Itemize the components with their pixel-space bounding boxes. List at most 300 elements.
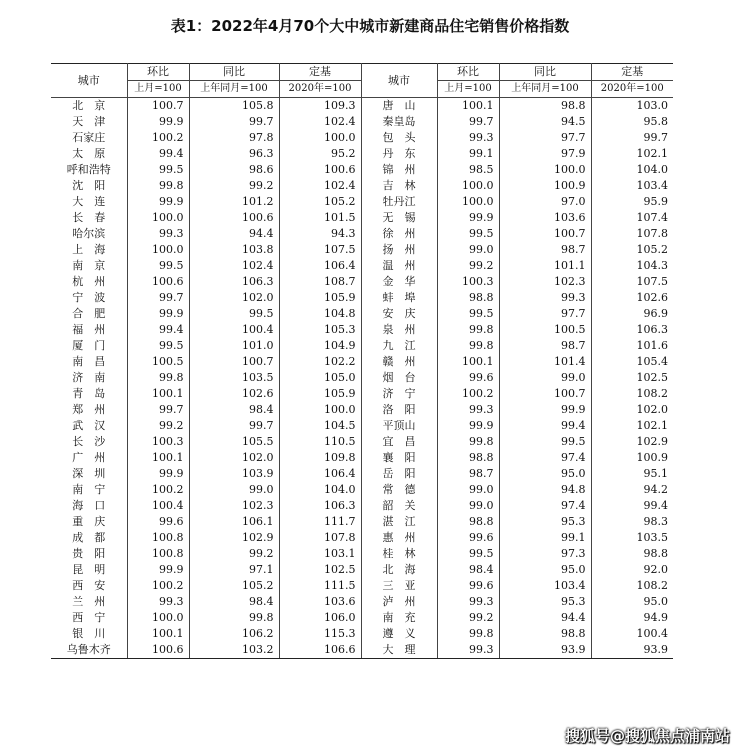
subheader-yoy-left: 上年同月=100 xyxy=(189,81,279,98)
table-row xyxy=(51,498,673,514)
table-row xyxy=(51,514,673,530)
left-yoy-cell: 99.0 xyxy=(189,482,279,498)
table-row xyxy=(51,482,673,498)
right-mom-cell: 99.0 xyxy=(437,498,499,514)
left-city-cell: 哈尔滨 xyxy=(51,226,127,242)
table-row xyxy=(51,178,673,194)
left-yoy-cell: 102.3 xyxy=(189,498,279,514)
right-base-cell: 102.1 xyxy=(636,419,668,432)
table-row xyxy=(51,642,673,659)
right-mom-cell: 100.1 xyxy=(437,354,499,370)
right-base-cell: 96.9 xyxy=(643,307,668,320)
left-city-cell: 宁 波 xyxy=(51,290,127,306)
table-row xyxy=(51,354,673,370)
left-mom-cell: 99.9 xyxy=(127,562,189,578)
right-city-cell: 济 宁 xyxy=(361,386,437,402)
left-base-cell: 101.5 xyxy=(279,210,361,226)
right-yoy-cell: 95.3 xyxy=(499,514,591,530)
table-row xyxy=(51,130,673,146)
left-yoy-cell: 99.7 xyxy=(189,418,279,434)
left-yoy-cell: 100.6 xyxy=(189,210,279,226)
right-base-cell: 106.3 xyxy=(636,323,668,336)
right-mom-cell: 100.3 xyxy=(437,274,499,290)
right-city-cell: 锦 州 xyxy=(361,162,437,178)
right-base-cell: 101.6 xyxy=(636,339,668,352)
left-mom-cell: 99.9 xyxy=(127,466,189,482)
header-yoy-left: 同比 xyxy=(189,64,279,81)
right-base-cell: 103.0 xyxy=(636,99,668,112)
right-base-cell: 102.5 xyxy=(636,371,668,384)
right-mom-cell: 99.8 xyxy=(437,338,499,354)
right-mom-cell: 99.0 xyxy=(437,482,499,498)
table-row xyxy=(51,226,673,242)
table-row xyxy=(51,466,673,482)
left-mom-cell: 99.5 xyxy=(127,338,189,354)
left-yoy-cell: 103.8 xyxy=(189,242,279,258)
left-city-cell: 石家庄 xyxy=(51,130,127,146)
left-city-cell: 西 宁 xyxy=(51,610,127,626)
right-base-cell: 102.6 xyxy=(636,291,668,304)
right-base-cell: 107.4 xyxy=(636,211,668,224)
right-base-cell: 105.2 xyxy=(636,243,668,256)
left-mom-cell: 100.8 xyxy=(127,530,189,546)
right-mom-cell: 98.8 xyxy=(437,450,499,466)
left-mom-cell: 100.0 xyxy=(127,210,189,226)
right-yoy-cell: 100.9 xyxy=(499,178,591,194)
left-mom-cell: 99.5 xyxy=(127,162,189,178)
left-yoy-cell: 97.8 xyxy=(189,130,279,146)
left-yoy-cell: 99.8 xyxy=(189,610,279,626)
right-yoy-cell: 103.6 xyxy=(499,210,591,226)
right-yoy-cell: 97.3 xyxy=(499,546,591,562)
left-yoy-cell: 105.8 xyxy=(189,98,279,115)
right-mom-cell: 99.8 xyxy=(437,626,499,642)
right-yoy-cell: 103.4 xyxy=(499,578,591,594)
right-city-cell: 岳 阳 xyxy=(361,466,437,482)
table-row xyxy=(51,290,673,306)
left-yoy-cell: 103.9 xyxy=(189,466,279,482)
table-body xyxy=(51,98,673,659)
right-base-cell: 95.8 xyxy=(643,115,668,128)
left-base-cell: 104.5 xyxy=(279,418,361,434)
right-mom-cell: 99.2 xyxy=(437,258,499,274)
right-mom-cell: 99.6 xyxy=(437,530,499,546)
left-base-cell: 111.5 xyxy=(279,578,361,594)
right-city-cell: 吉 林 xyxy=(361,178,437,194)
left-base-cell: 109.3 xyxy=(279,98,361,115)
table-row xyxy=(51,370,673,386)
right-city-cell: 牡丹江 xyxy=(361,194,437,210)
left-mom-cell: 99.7 xyxy=(127,290,189,306)
left-city-cell: 兰 州 xyxy=(51,594,127,610)
left-city-cell: 贵 阳 xyxy=(51,546,127,562)
left-yoy-cell: 102.4 xyxy=(189,258,279,274)
right-city-cell: 湛 江 xyxy=(361,514,437,530)
left-city-cell: 武 汉 xyxy=(51,418,127,434)
right-yoy-cell: 97.4 xyxy=(499,498,591,514)
left-mom-cell: 100.4 xyxy=(127,498,189,514)
subheader-yoy-right: 上年同月=100 xyxy=(499,81,591,98)
right-city-cell: 泉 州 xyxy=(361,322,437,338)
left-base-cell: 106.4 xyxy=(279,466,361,482)
left-mom-cell: 99.4 xyxy=(127,322,189,338)
right-city-cell: 桂 林 xyxy=(361,546,437,562)
left-mom-cell: 99.3 xyxy=(127,226,189,242)
right-mom-cell: 99.9 xyxy=(437,418,499,434)
left-mom-cell: 99.8 xyxy=(127,178,189,194)
table-row xyxy=(51,610,673,626)
right-mom-cell: 100.0 xyxy=(437,178,499,194)
right-yoy-cell: 94.5 xyxy=(499,114,591,130)
table-row xyxy=(51,114,673,130)
right-yoy-cell: 95.3 xyxy=(499,594,591,610)
right-yoy-cell: 98.8 xyxy=(499,98,591,115)
table-row xyxy=(51,450,673,466)
right-city-cell: 南 充 xyxy=(361,610,437,626)
left-yoy-cell: 99.2 xyxy=(189,178,279,194)
right-base-cell: 100.9 xyxy=(636,451,668,464)
header-mom-left: 环比 xyxy=(127,64,189,81)
left-mom-cell: 100.1 xyxy=(127,450,189,466)
left-base-cell: 106.3 xyxy=(279,498,361,514)
left-base-cell: 102.5 xyxy=(279,562,361,578)
right-city-cell: 北 海 xyxy=(361,562,437,578)
left-base-cell: 109.8 xyxy=(279,450,361,466)
right-city-cell: 金 华 xyxy=(361,274,437,290)
left-mom-cell: 100.5 xyxy=(127,354,189,370)
right-city-cell: 包 头 xyxy=(361,130,437,146)
left-mom-cell: 99.9 xyxy=(127,306,189,322)
right-base-cell: 104.3 xyxy=(636,259,668,272)
left-city-cell: 成 都 xyxy=(51,530,127,546)
left-base-cell: 110.5 xyxy=(279,434,361,450)
right-mom-cell: 98.5 xyxy=(437,162,499,178)
right-yoy-cell: 97.4 xyxy=(499,450,591,466)
right-city-cell: 泸 州 xyxy=(361,594,437,610)
left-mom-cell: 100.7 xyxy=(127,98,189,115)
table-row xyxy=(51,338,673,354)
left-yoy-cell: 98.4 xyxy=(189,402,279,418)
right-base-cell: 105.4 xyxy=(636,355,668,368)
left-base-cell: 100.6 xyxy=(279,162,361,178)
right-city-cell: 襄 阳 xyxy=(361,450,437,466)
right-yoy-cell: 99.4 xyxy=(499,418,591,434)
left-base-cell: 111.7 xyxy=(279,514,361,530)
left-mom-cell: 100.6 xyxy=(127,642,189,659)
right-yoy-cell: 102.3 xyxy=(499,274,591,290)
right-mom-cell: 99.3 xyxy=(437,402,499,418)
left-city-cell: 重 庆 xyxy=(51,514,127,530)
left-yoy-cell: 101.0 xyxy=(189,338,279,354)
right-yoy-cell: 95.0 xyxy=(499,562,591,578)
table-row xyxy=(51,98,673,115)
left-city-cell: 太 原 xyxy=(51,146,127,162)
left-base-cell: 100.0 xyxy=(279,402,361,418)
left-mom-cell: 99.6 xyxy=(127,514,189,530)
left-mom-cell: 100.3 xyxy=(127,434,189,450)
left-yoy-cell: 96.3 xyxy=(189,146,279,162)
left-city-cell: 银 川 xyxy=(51,626,127,642)
right-mom-cell: 99.8 xyxy=(437,434,499,450)
right-mom-cell: 99.3 xyxy=(437,130,499,146)
right-mom-cell: 99.7 xyxy=(437,114,499,130)
table-row xyxy=(51,306,673,322)
left-base-cell: 107.5 xyxy=(279,242,361,258)
right-base-cell: 95.0 xyxy=(643,595,668,608)
subheader-mom-right: 上月=100 xyxy=(437,81,499,98)
right-yoy-cell: 98.8 xyxy=(499,626,591,642)
right-mom-cell: 99.8 xyxy=(437,322,499,338)
left-yoy-cell: 102.6 xyxy=(189,386,279,402)
table-row xyxy=(51,418,673,434)
left-base-cell: 106.6 xyxy=(279,642,361,659)
right-city-cell: 安 庆 xyxy=(361,306,437,322)
table-row xyxy=(51,562,673,578)
right-mom-cell: 100.1 xyxy=(437,98,499,115)
left-yoy-cell: 99.5 xyxy=(189,306,279,322)
left-yoy-cell: 102.0 xyxy=(189,290,279,306)
right-mom-cell: 99.5 xyxy=(437,306,499,322)
table-row xyxy=(51,594,673,610)
right-base-cell: 107.8 xyxy=(636,227,668,240)
header-mom-right: 环比 xyxy=(437,64,499,81)
left-yoy-cell: 105.2 xyxy=(189,578,279,594)
right-city-cell: 韶 关 xyxy=(361,498,437,514)
header-city-right: 城市 xyxy=(361,64,437,98)
right-mom-cell: 99.0 xyxy=(437,242,499,258)
left-yoy-cell: 103.2 xyxy=(189,642,279,659)
left-yoy-cell: 99.7 xyxy=(189,114,279,130)
right-city-cell: 惠 州 xyxy=(361,530,437,546)
right-mom-cell: 99.6 xyxy=(437,370,499,386)
left-mom-cell: 100.1 xyxy=(127,386,189,402)
left-base-cell: 104.9 xyxy=(279,338,361,354)
right-mom-cell: 100.0 xyxy=(437,194,499,210)
subheader-base-right: 2020年=100 xyxy=(591,81,673,98)
left-city-cell: 合 肥 xyxy=(51,306,127,322)
right-mom-cell: 98.8 xyxy=(437,514,499,530)
table-row xyxy=(51,386,673,402)
right-yoy-cell: 99.5 xyxy=(499,434,591,450)
left-city-cell: 长 沙 xyxy=(51,434,127,450)
right-mom-cell: 99.1 xyxy=(437,146,499,162)
left-yoy-cell: 100.4 xyxy=(189,322,279,338)
left-mom-cell: 99.4 xyxy=(127,146,189,162)
left-yoy-cell: 106.2 xyxy=(189,626,279,642)
left-city-cell: 海 口 xyxy=(51,498,127,514)
right-yoy-cell: 97.9 xyxy=(499,146,591,162)
left-city-cell: 乌鲁木齐 xyxy=(51,642,127,659)
left-mom-cell: 100.2 xyxy=(127,482,189,498)
left-base-cell: 95.2 xyxy=(279,146,361,162)
left-city-cell: 呼和浩特 xyxy=(51,162,127,178)
left-yoy-cell: 98.4 xyxy=(189,594,279,610)
right-mom-cell: 99.9 xyxy=(437,210,499,226)
left-mom-cell: 100.6 xyxy=(127,274,189,290)
left-mom-cell: 99.7 xyxy=(127,402,189,418)
right-mom-cell: 100.2 xyxy=(437,386,499,402)
left-yoy-cell: 100.7 xyxy=(189,354,279,370)
right-base-cell: 93.9 xyxy=(591,642,673,659)
left-city-cell: 深 圳 xyxy=(51,466,127,482)
right-base-cell: 108.2 xyxy=(636,579,668,592)
left-base-cell: 94.3 xyxy=(279,226,361,242)
left-base-cell: 103.1 xyxy=(279,546,361,562)
right-base-cell: 94.9 xyxy=(643,611,668,624)
right-yoy-cell: 101.4 xyxy=(499,354,591,370)
left-base-cell: 102.2 xyxy=(279,354,361,370)
right-base-cell: 102.0 xyxy=(636,403,668,416)
right-mom-cell: 99.6 xyxy=(437,578,499,594)
left-yoy-cell: 99.2 xyxy=(189,546,279,562)
left-base-cell: 105.2 xyxy=(279,194,361,210)
left-base-cell: 105.9 xyxy=(279,386,361,402)
right-yoy-cell: 99.3 xyxy=(499,290,591,306)
table-row xyxy=(51,242,673,258)
right-city-cell: 赣 州 xyxy=(361,354,437,370)
left-yoy-cell: 102.0 xyxy=(189,450,279,466)
right-mom-cell: 99.3 xyxy=(437,594,499,610)
left-city-cell: 济 南 xyxy=(51,370,127,386)
left-base-cell: 104.8 xyxy=(279,306,361,322)
left-mom-cell: 99.2 xyxy=(127,418,189,434)
right-base-cell: 102.9 xyxy=(636,435,668,448)
table-row xyxy=(51,274,673,290)
right-city-cell: 三 亚 xyxy=(361,578,437,594)
left-mom-cell: 99.3 xyxy=(127,594,189,610)
left-city-cell: 福 州 xyxy=(51,322,127,338)
left-city-cell: 天 津 xyxy=(51,114,127,130)
left-city-cell: 南 昌 xyxy=(51,354,127,370)
subheader-base-left: 2020年=100 xyxy=(279,81,361,98)
right-yoy-cell: 97.0 xyxy=(499,194,591,210)
right-city-cell: 温 州 xyxy=(361,258,437,274)
table-row xyxy=(51,546,673,562)
left-city-cell: 大 连 xyxy=(51,194,127,210)
left-city-cell: 南 宁 xyxy=(51,482,127,498)
left-city-cell: 郑 州 xyxy=(51,402,127,418)
left-mom-cell: 100.2 xyxy=(127,578,189,594)
right-city-cell: 无 锡 xyxy=(361,210,437,226)
right-yoy-cell: 94.8 xyxy=(499,482,591,498)
left-city-cell: 厦 门 xyxy=(51,338,127,354)
table-row xyxy=(51,194,673,210)
left-city-cell: 长 春 xyxy=(51,210,127,226)
subheader-mom-left: 上月=100 xyxy=(127,81,189,98)
right-base-cell: 99.4 xyxy=(643,499,668,512)
left-base-cell: 103.6 xyxy=(279,594,361,610)
table-row xyxy=(51,578,673,594)
right-base-cell: 98.8 xyxy=(643,547,668,560)
table-row xyxy=(51,258,673,274)
left-yoy-cell: 98.6 xyxy=(189,162,279,178)
left-base-cell: 102.4 xyxy=(279,178,361,194)
right-yoy-cell: 98.7 xyxy=(499,338,591,354)
right-base-cell: 95.9 xyxy=(643,195,668,208)
right-yoy-cell: 98.7 xyxy=(499,242,591,258)
right-base-cell: 99.7 xyxy=(643,131,668,144)
table-row xyxy=(51,626,673,642)
right-yoy-cell: 97.7 xyxy=(499,130,591,146)
left-base-cell: 105.3 xyxy=(279,322,361,338)
right-yoy-cell: 95.0 xyxy=(499,466,591,482)
left-city-cell: 昆 明 xyxy=(51,562,127,578)
left-yoy-cell: 102.9 xyxy=(189,530,279,546)
left-city-cell: 广 州 xyxy=(51,450,127,466)
left-yoy-cell: 105.5 xyxy=(189,434,279,450)
right-yoy-cell: 99.1 xyxy=(499,530,591,546)
right-base-cell: 103.5 xyxy=(636,531,668,544)
table-row xyxy=(51,434,673,450)
right-city-cell: 秦皇岛 xyxy=(361,114,437,130)
right-mom-cell: 98.8 xyxy=(437,290,499,306)
right-city-cell: 唐 山 xyxy=(361,98,437,115)
right-mom-cell: 98.4 xyxy=(437,562,499,578)
right-base-cell: 95.1 xyxy=(643,467,668,480)
price-index-table xyxy=(51,63,673,659)
left-base-cell: 104.0 xyxy=(279,482,361,498)
table-row xyxy=(51,322,673,338)
left-base-cell: 106.4 xyxy=(279,258,361,274)
table-row xyxy=(51,210,673,226)
left-mom-cell: 100.8 xyxy=(127,546,189,562)
left-city-cell: 杭 州 xyxy=(51,274,127,290)
left-yoy-cell: 94.4 xyxy=(189,226,279,242)
header-city-left: 城市 xyxy=(51,64,127,98)
right-mom-cell: 99.5 xyxy=(437,546,499,562)
right-city-cell: 九 江 xyxy=(361,338,437,354)
left-mom-cell: 99.9 xyxy=(127,114,189,130)
right-city-cell: 洛 阳 xyxy=(361,402,437,418)
right-mom-cell: 99.3 xyxy=(437,642,499,659)
right-yoy-cell: 99.0 xyxy=(499,370,591,386)
left-mom-cell: 99.8 xyxy=(127,370,189,386)
left-yoy-cell: 101.2 xyxy=(189,194,279,210)
left-city-cell: 北 京 xyxy=(51,98,127,115)
table-title: 表1：2022年4月70个大中城市新建商品住宅销售价格指数 xyxy=(170,17,570,35)
right-base-cell: 107.5 xyxy=(636,275,668,288)
right-city-cell: 烟 台 xyxy=(361,370,437,386)
right-city-cell: 大 理 xyxy=(361,642,437,659)
right-mom-cell: 98.7 xyxy=(437,466,499,482)
left-base-cell: 107.8 xyxy=(279,530,361,546)
right-yoy-cell: 94.4 xyxy=(499,610,591,626)
left-mom-cell: 100.1 xyxy=(127,626,189,642)
right-yoy-cell: 100.0 xyxy=(499,162,591,178)
left-base-cell: 106.0 xyxy=(279,610,361,626)
watermark: 搜狐号@搜狐焦点浦南站 xyxy=(564,727,730,745)
right-yoy-cell: 100.5 xyxy=(499,322,591,338)
right-yoy-cell: 100.7 xyxy=(499,226,591,242)
right-base-cell: 108.2 xyxy=(636,387,668,400)
left-mom-cell: 100.0 xyxy=(127,610,189,626)
right-city-cell: 遵 义 xyxy=(361,626,437,642)
right-city-cell: 宜 昌 xyxy=(361,434,437,450)
left-base-cell: 105.0 xyxy=(279,370,361,386)
table-row xyxy=(51,162,673,178)
left-yoy-cell: 97.1 xyxy=(189,562,279,578)
left-base-cell: 100.0 xyxy=(279,130,361,146)
left-city-cell: 沈 阳 xyxy=(51,178,127,194)
left-base-cell: 102.4 xyxy=(279,114,361,130)
left-yoy-cell: 106.1 xyxy=(189,514,279,530)
right-yoy-cell: 93.9 xyxy=(499,642,591,659)
left-yoy-cell: 106.3 xyxy=(189,274,279,290)
table-row xyxy=(51,146,673,162)
left-base-cell: 108.7 xyxy=(279,274,361,290)
left-base-cell: 105.9 xyxy=(279,290,361,306)
table-row xyxy=(51,402,673,418)
